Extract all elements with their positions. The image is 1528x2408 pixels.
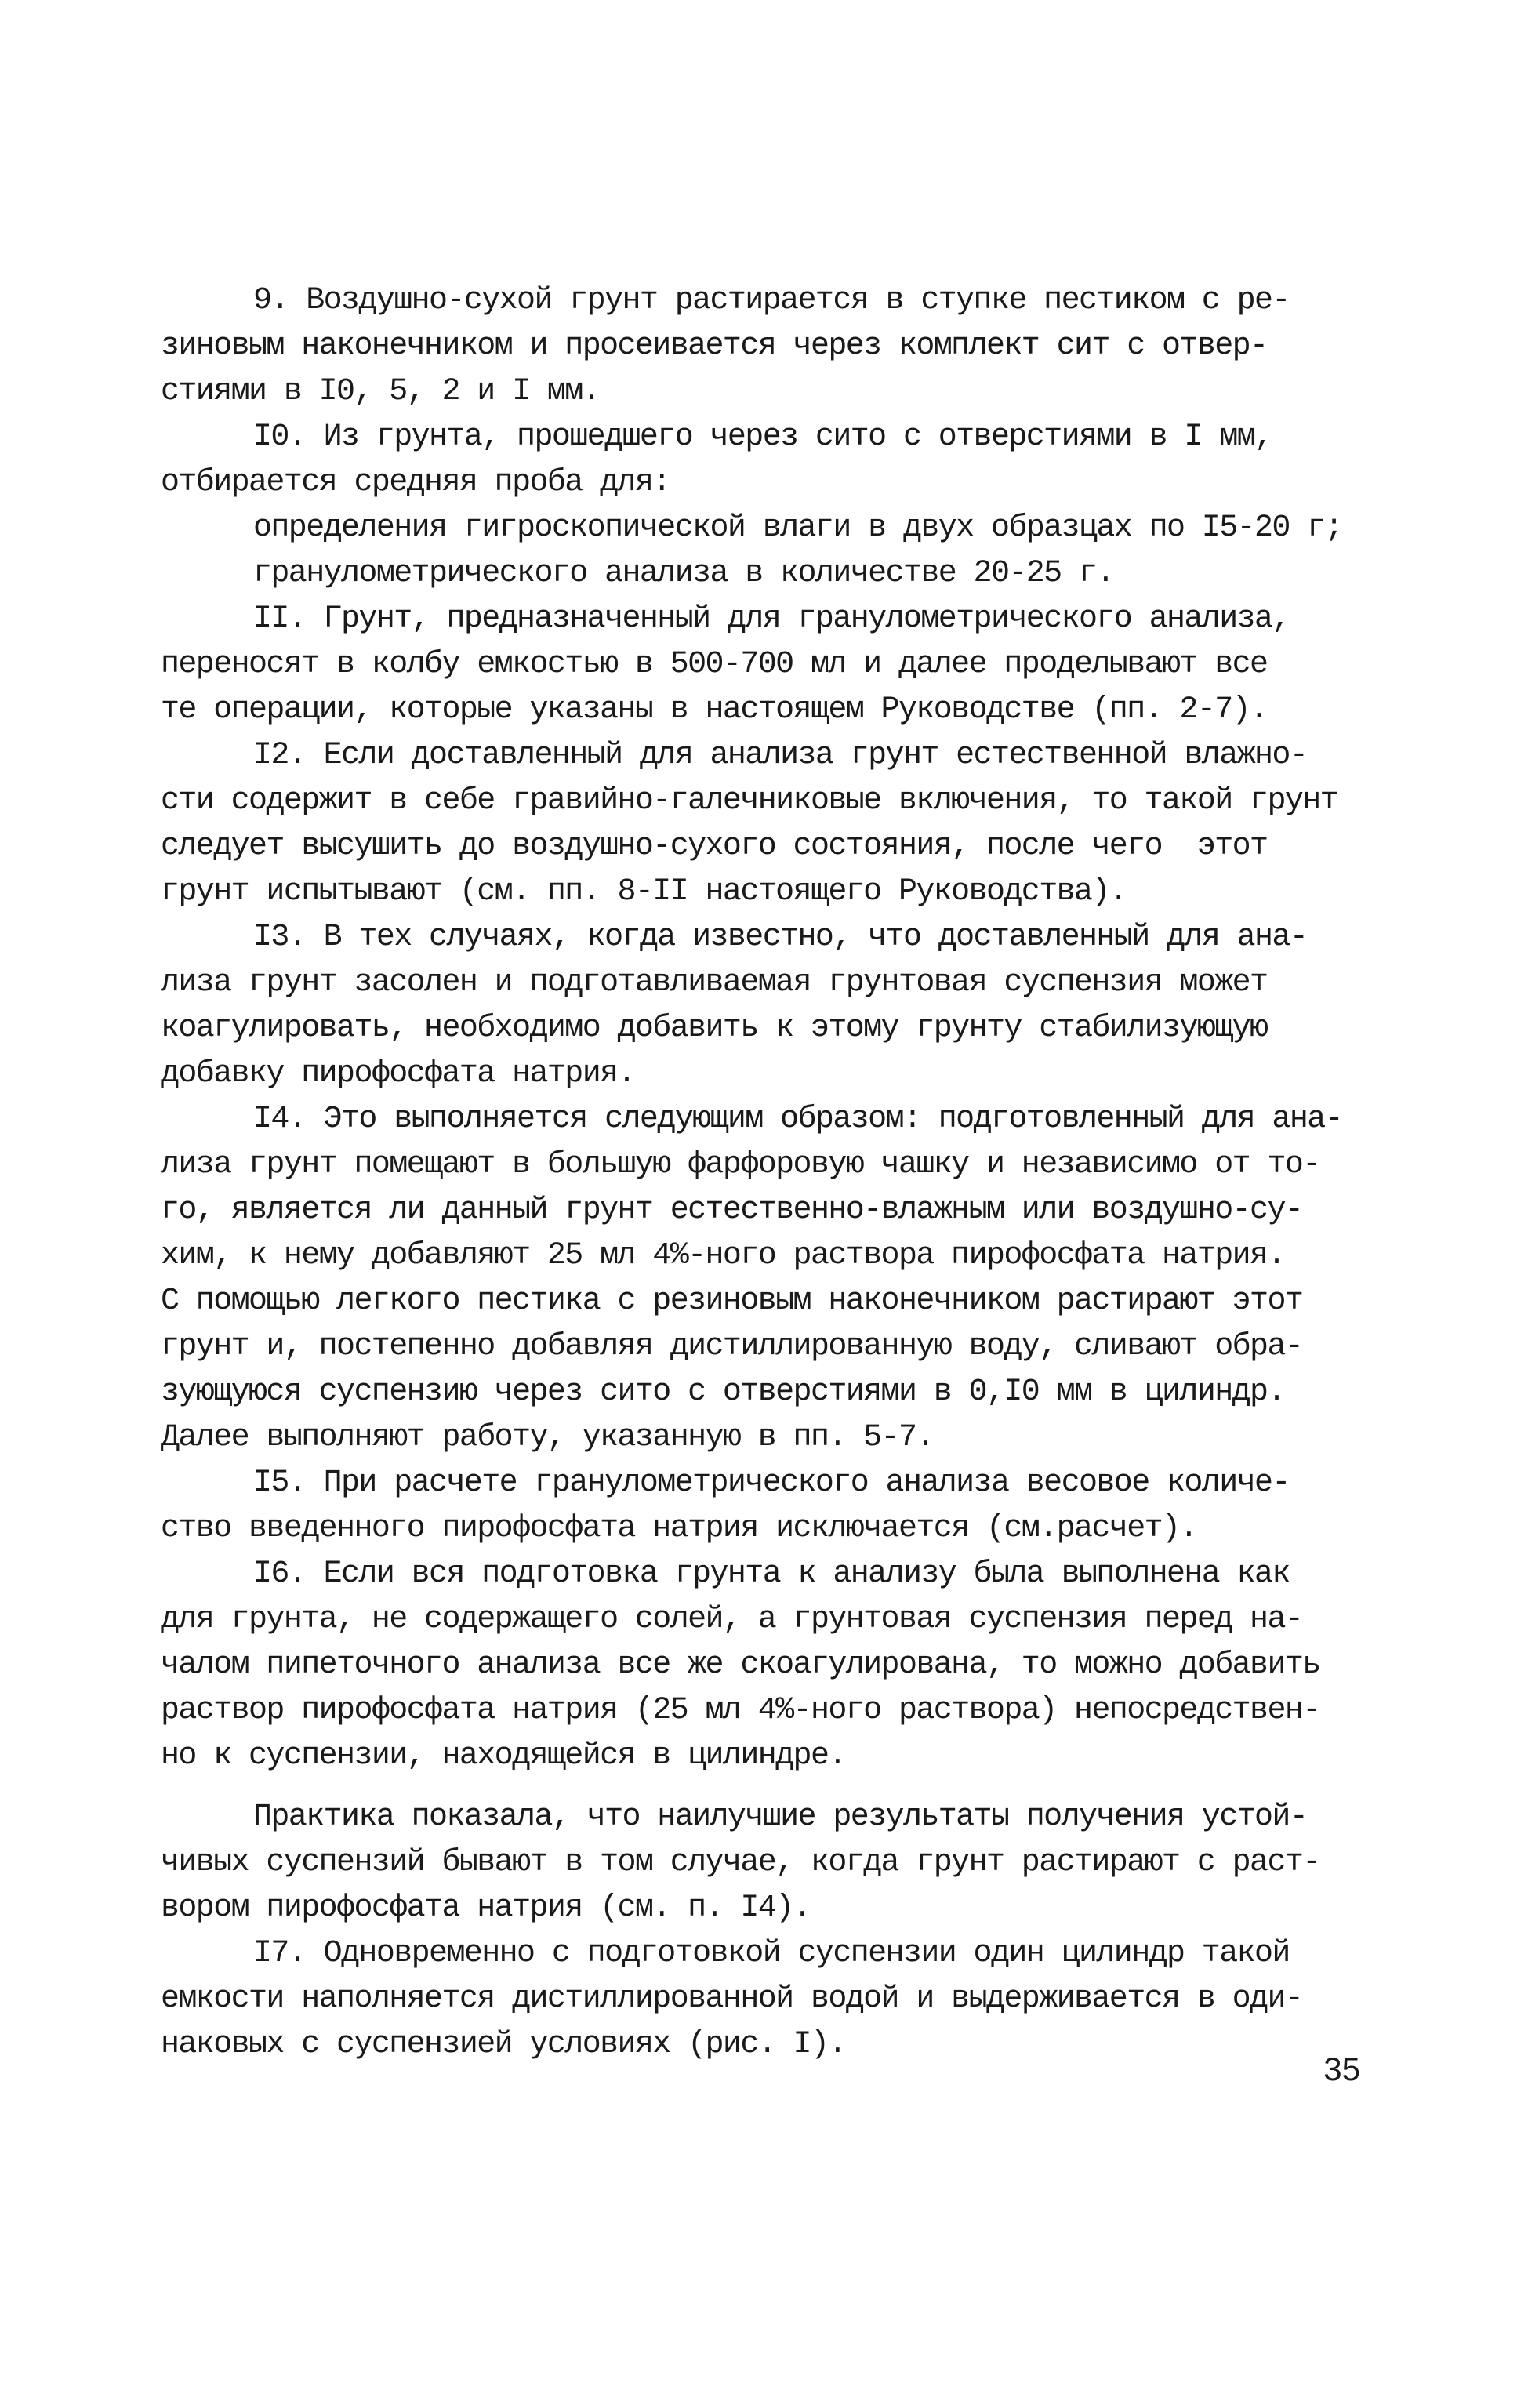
p14-line-7: зующуюся суспензию через сито с отверстиями в 0,I0 мм в цилиндр. <box>161 1375 1285 1410</box>
p11-line-3: те операции, которые указаны в настоящем Руководстве (пп. 2-7). <box>161 692 1268 728</box>
p9-line-1: 9. Воздушно-сухой грунт растирается в ступке пестиком с ре- <box>253 283 1290 318</box>
p17-line-3: наковых с суспензией условиях (рис. I). <box>161 2027 846 2062</box>
p17-line-1: I7. Одновременно с подготовкой суспензии один цилиндр такой <box>253 1936 1290 1971</box>
p12-line-3: следует высушить до воздушно-сухого состояния, после чего этот <box>161 829 1268 864</box>
p11-line-2: переносят в колбу емкостью в 500-700 мл и далее проделывают все <box>161 647 1268 682</box>
p16-line-1: I6. Если вся подготовка грунта к анализу была выполнена как <box>253 1556 1290 1592</box>
p14-line-5: С помощью легкого пестика с резиновым наконечником растирают этот <box>161 1284 1303 1319</box>
p9-line-2: зиновым наконечником и просеивается через комплект сит с отвер- <box>161 329 1268 364</box>
p13-line-1: I3. В тех случаях, когда известно, что доставленный для ана- <box>253 920 1308 955</box>
p16-note-line-3: вором пирофосфата натрия (см. п. I4). <box>161 1890 811 1926</box>
p15-line-2: ство введенного пирофосфата натрия исключается (см.расчет). <box>161 1511 1197 1546</box>
p16-note-line-1: Практика показала, что наилучшие результаты получения устой- <box>253 1800 1308 1835</box>
p10-line-2: отбирается средняя проба для: <box>161 465 670 500</box>
p12-line-2: сти содержит в себе гравийно-галечниковые включения, то такой грунт <box>161 783 1338 819</box>
p16-note-line-2: чивых суспензий бывают в том случае, когда грунт растирают с раст- <box>161 1845 1320 1880</box>
p16-line-4: раствор пирофосфата натрия (25 мл 4%-ного раствора) непосредствен- <box>161 1693 1320 1728</box>
p16-line-2: для грунта, не содержащего солей, а грунтовая суспензия перед на- <box>161 1602 1303 1637</box>
p13-line-3: коагулировать, необходимо добавить к этому грунту стабилизующую <box>161 1011 1268 1046</box>
p12-line-4: грунт испытывают (см. пп. 8-II настоящего Руководства). <box>161 874 1127 910</box>
p12-line-1: I2. Если доставленный для анализа грунт естественной влажно- <box>253 738 1308 773</box>
p10-list-item-2: гранулометрического анализа в количестве 20-25 г. <box>253 556 1114 591</box>
p16-line-3: чалом пипеточного анализа все же скоагулирована, то можно добавить <box>161 1647 1320 1683</box>
page-number: 35 <box>1323 2050 1360 2087</box>
p10-line-1: I0. Из грунта, прошедшего через сито с отверстиями в I мм, <box>253 419 1272 455</box>
p10-list-item-1: определения гигроскопической влаги в двух образцах по I5-20 г; <box>253 510 1343 546</box>
p13-line-4: добавку пирофосфата натрия. <box>161 1056 635 1091</box>
p14-line-8: Далее выполняют работу, указанную в пп. 5-7. <box>161 1420 934 1455</box>
p14-line-4: хим, к нему добавляют 25 мл 4%-ного раствора пирофосфата натрия. <box>161 1238 1285 1273</box>
p16-line-5: но к суспензии, находящейся в цилиндре. <box>161 1738 846 1774</box>
p14-line-3: го, является ли данный грунт естественно-влажным или воздушно-су- <box>161 1193 1303 1228</box>
p14-line-2: лиза грунт помещают в большую фарфоровую чашку и независимо от то- <box>161 1147 1320 1182</box>
p17-line-2: емкости наполняется дистиллированной водой и выдерживается в оди- <box>161 1981 1303 2017</box>
p13-line-2: лиза грунт засолен и подготавливаемая грунтовая суспензия может <box>161 965 1268 1001</box>
p14-line-1: I4. Это выполняется следующим образом: подготовленный для ана- <box>253 1102 1343 1137</box>
p14-line-6: грунт и, постепенно добавляя дистиллированную воду, сливают обра- <box>161 1329 1303 1364</box>
body-text <box>161 278 1399 2068</box>
p9-line-3: стиями в I0, 5, 2 и I мм. <box>161 374 601 409</box>
p11-line-1: II. Грунт, предназначенный для гранулометрического анализа, <box>253 601 1290 637</box>
paragraph-gap <box>161 1779 1399 1795</box>
p15-line-1: I5. При расчете гранулометрического анализа весовое количе- <box>253 1466 1290 1501</box>
